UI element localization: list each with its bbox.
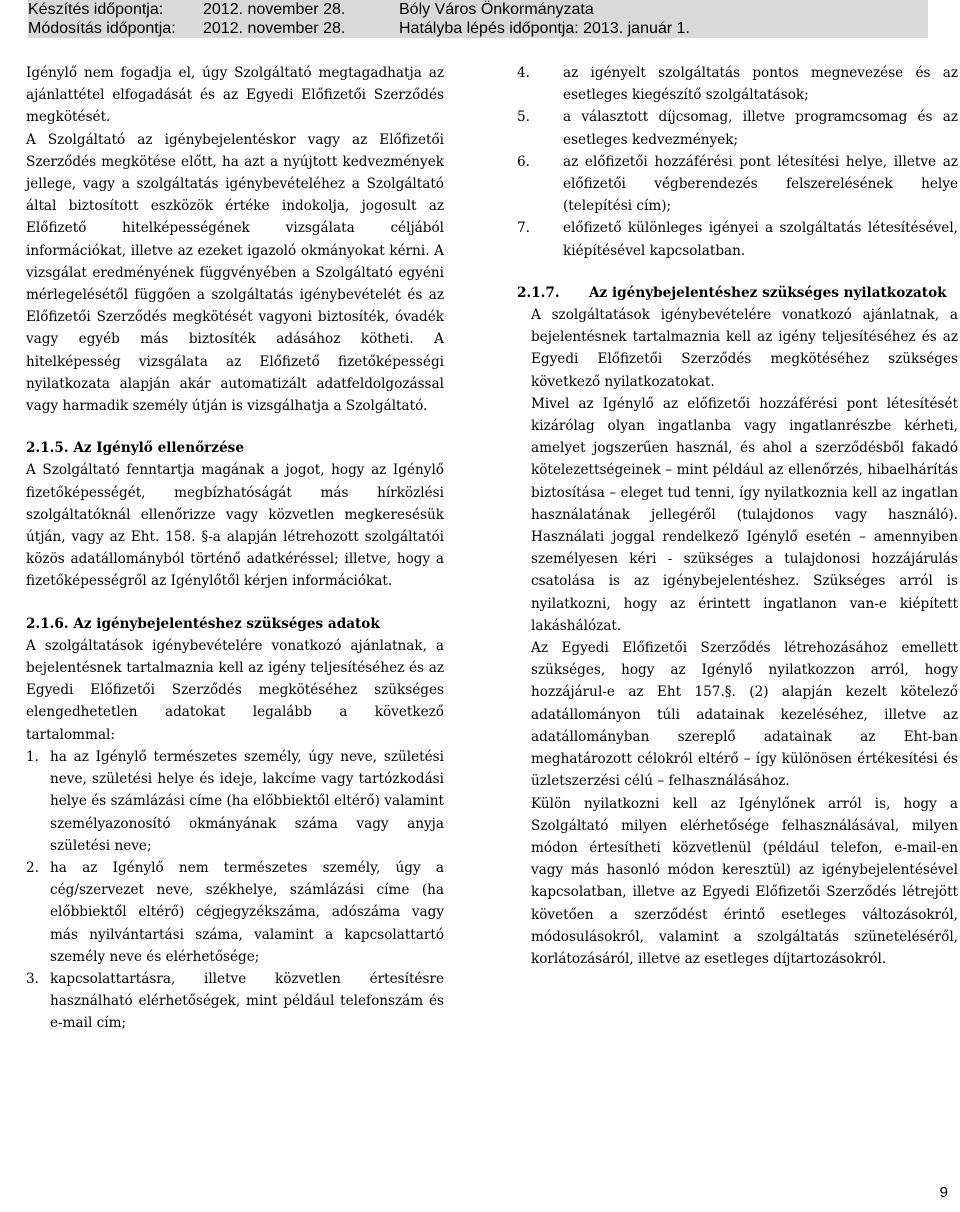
required-data-list-continued [517, 62, 958, 262]
list-item [517, 62, 958, 106]
section-number: 2.1.6. [26, 615, 69, 632]
paragraph: A Szolgáltató fenntartja magának a jogot, hogy az Igénylő fizetőképességét, megbízhatóságát más hírközlési szolgáltatóknál ellenőrizze vagy közvetlen megkeresésük útján, vagy az Eht. 158. §-a alapján létrehozott szolgáltatói közös adatállományból történő adatkéréssel; illetve, hogy a fizetőképességről az Igénylőtől kérjen információkat. [26, 462, 444, 590]
section-heading-2-1-5 [26, 437, 444, 459]
page-number: 9 [939, 1184, 948, 1201]
required-data-list [26, 746, 444, 1035]
list-item-number: 7. [517, 220, 530, 237]
paragraph: Külön nyilatkozni kell az Igénylőnek arról is, hogy a Szolgáltató milyen elérhetősége felhasználásával, milyen módon értesítheti közvetlenül (például telefon, e-mail-en vagy más hasonló módon keresztül) az igénybejelentésével kapcsolatban, illetve az Egyedi Előfizetői Szerződés létrejött követően a szerződést érintő esetleges változásokról, módosulásokról, valamint a szolgáltatás szüneteléséről, korlátozásáról, illetve az esetleges díjtartozásokról. [531, 795, 958, 967]
list-item [517, 106, 958, 150]
section-number: 2.1.5. [26, 440, 69, 457]
section-title: Az Igénylő ellenőrzése [73, 440, 244, 457]
list-item-number: 3. [26, 970, 39, 987]
paragraph: A szolgáltatások igénybevételére vonatkozó ajánlatnak, a bejelentésnek tartalmaznia kell az igény teljesítéséhez és az Egyedi Előfizetői Szerződés megkötéséhez szükséges elengedhetetlen adatokat legalább a következő tartalommal: [26, 637, 444, 743]
paragraph: Mivel az Igénylő az előfizetői hozzáférési pont létesítését kizárólag olyan ingatlanba vagy ingatlanrészbe kérheti, amelyet jogszerűen használ, és ahol a szerződésből fakadó kötelezettségeinek – mint például az ellenőrzés, hibaelhárítás biztosítása – eleget tud tenni, így nyilatkoznia kell az ingatlan használatának jellegéről (tulajdonos vagy használó). Használati joggal rendelkező Igénylő esetén – amennyiben személyesen kéri - szükséges a tulajdonosi hozzájárulás csatolása is az igénybejelentéshez. Szükséges arról is nyilatkozni, hogy az érintett ingatlanon van-e kiépített lakáshálózat. [531, 395, 958, 634]
list-item-text: a választott díjcsomag, illetve programcsomag és az esetleges kedvezmények; [563, 109, 958, 148]
list-item-text: ha az Igénylő természetes személy, úgy neve, születési neve, születési helye és ideje, lakcíme vagy tartózkodási helye és számlázási címe (ha előbbiektől eltérő) valamint személyazonosító okmányának száma vagy anyja születési neve; [50, 748, 444, 854]
paragraph: A Szolgáltató az igénybejelentéskor vagy az Előfizetői Szerződés megkötése előtt, ha azt a nyújtott kedvezmények jellege, vagy a szolgáltatás igénybevételéhez a Szolgáltató által biztosított eszközök értéke indokolja, jogosult az Előfizető hitelképességének vizsgálata céljából információkat, illetve az ezeket igazoló okmányokat kérni. A vizsgálat eredményének függvényében a Szolgáltató egyéni mérlegelésétől függően a szolgáltatás igénybevételét és az Előfizetői Szerződés megkötését vagyoni biztosíték, óvadék vagy egyéb más biztosíték adásához kötheti. A hitelképesség vizsgálata az Előfizető fizetőképességi nyilatkozata alapján akár automatizált adatfeldolgozással vagy harmadik személy útján is vizsgálhatja a Szolgáltató. [26, 131, 444, 415]
list-item-text: ha az Igénylő nem természetes személy, úgy a cég/szervezet neve, székhelye, számlázási címe (ha előbbiektől eltérő) cégjegyzékszáma, adószáma vagy más nyilvántartási száma, valamint a kapcsolattartó személy neve és elérhetősége; [50, 859, 444, 965]
paragraph: Igénylő nem fogadja el, úgy Szolgáltató megtagadhatja az ajánlattétel elfogadását és az Egyedi Előfizetői Szerződés megkötését. [26, 65, 444, 126]
list-item [26, 746, 444, 857]
left-column [26, 62, 444, 1035]
section-title: Az igénybejelentéshez szükséges nyilatkozatok [589, 284, 947, 301]
list-item-number: 4. [517, 65, 530, 81]
list-item-number: 6. [517, 153, 530, 170]
list-item [517, 217, 958, 261]
list-item [517, 151, 958, 218]
list-item [26, 857, 444, 968]
header-row-created [28, 0, 928, 19]
list-item-number: 1. [26, 748, 39, 765]
right-column [517, 62, 958, 970]
section-number: 2.1.7. [517, 284, 560, 301]
list-item-number: 5. [517, 109, 530, 126]
effective-date: Hatályba lépés időpontja: 2013. január 1. [399, 20, 690, 37]
organization-name: Bóly Város Önkormányzata [399, 1, 594, 18]
header-row-modified [28, 19, 928, 38]
list-item-text: az igényelt szolgáltatás pontos megnevezése és az esetleges kiegészítő szolgáltatások; [563, 65, 958, 104]
list-item-text: kapcsolattartásra, illetve közvetlen értesítésre használható elérhetőségek, mint például telefonszám és e-mail cím; [50, 970, 444, 1032]
list-item-text: előfizető különleges igényei a szolgáltatás létesítésével, kiépítésével kapcsolatban. [563, 220, 958, 259]
document-header [28, 0, 928, 38]
section-title: Az igénybejelentéshez szükséges adatok [73, 615, 380, 632]
created-label: Készítés időpontja: [28, 1, 164, 18]
paragraph: A szolgáltatások igénybevételére vonatkozó ajánlatnak, a bejelentésnek tartalmaznia kell az igény teljesítéséhez és az Egyedi Előfizetői Szerződés megkötéséhez szükséges következő nyilatkozatokat. [531, 307, 958, 390]
modified-label: Módosítás időpontja: [28, 20, 176, 37]
section-heading-2-1-6 [26, 613, 444, 635]
list-item-text: az előfizetői hozzáférési pont létesítési helye, illetve az előfizetői végberendezés felszerelésének helye (telepítési cím); [563, 153, 958, 215]
modified-date: 2012. november 28. [203, 20, 346, 37]
list-item [26, 968, 444, 1035]
section-heading-2-1-7 [517, 282, 958, 304]
paragraph: Az Egyedi Előfizetői Szerződés létrehozásához emellett szükséges, hogy az Igénylő nyilatkozzon arról, hogy hozzájárul-e az Eht 157.§. (2) alapján kezelt kötelező adatállományon túli adatainak kezeléséhez, illetve az adatállományban szereplő adatainak az Eht-ban meghatározott célokról eltérő – így különösen értékesítési és üzletszerzési célú – felhasználásához. [531, 640, 958, 790]
list-item-number: 2. [26, 859, 39, 876]
created-date: 2012. november 28. [203, 1, 346, 18]
